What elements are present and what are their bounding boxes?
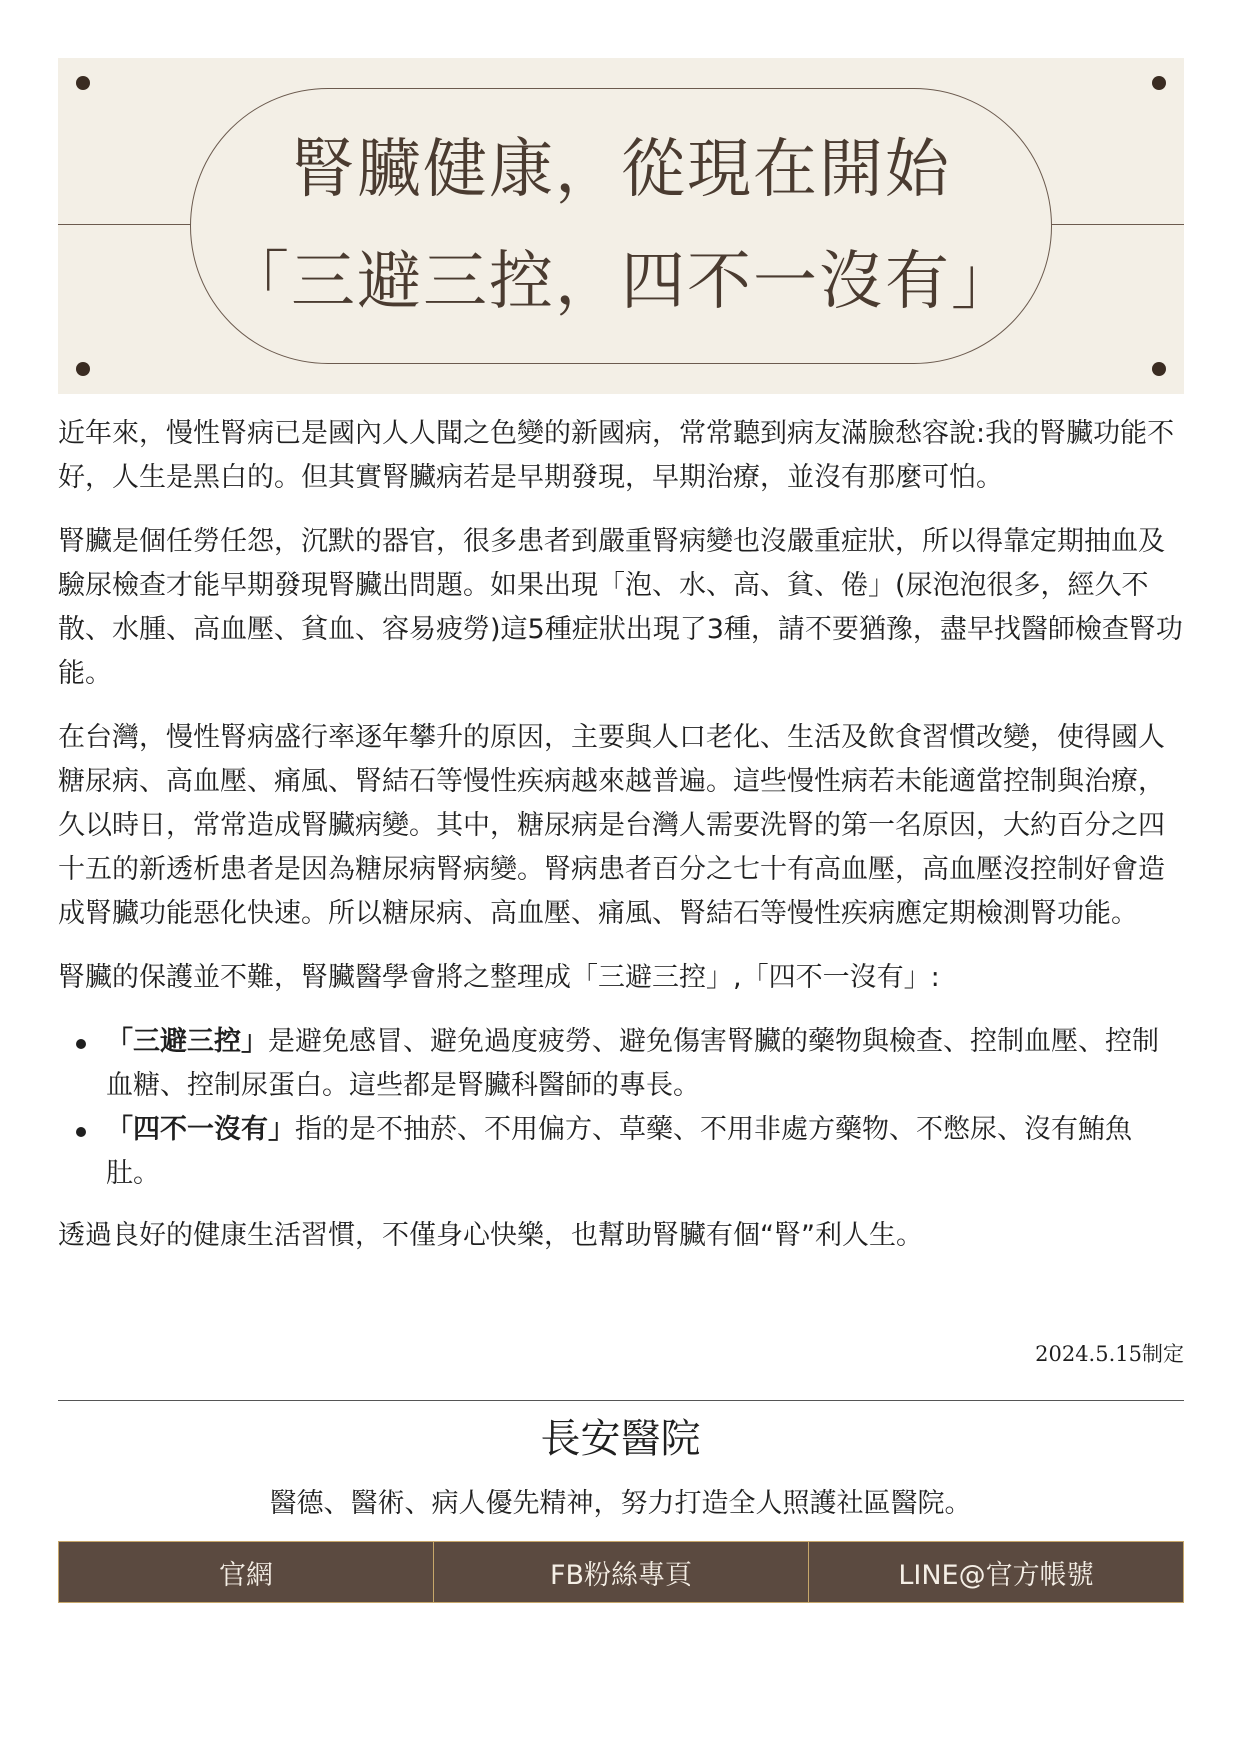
paragraph-causes: 在台灣，慢性腎病盛行率逐年攀升的原因，主要與人口老化、生活及飲食習慣改變，使得國人糖尿病、高血壓、痛風、腎結石等慢性疾病越來越普遍。這些慢性病若未能適當控制與治療，久以時日，常常造成腎臟病變。其中，糖尿病是台灣人需要洗腎的第一名原因，大約百分之四十五的新透析患者是因為糖尿病腎病變。腎病患者百分之七十有高血壓，高血壓沒控制好會造成腎臟功能惡化快速。所以糖尿病、高血壓、痛風、腎結石等慢性疾病應定期檢測腎功能。 [58,722,1165,929]
corner-dot-top-left [76,76,90,90]
bullet-term: 「四不一沒有」 [106,1114,295,1145]
footer-link-bar [58,1541,1184,1603]
title-pill [190,88,1052,364]
line-official-account-link[interactable]: LINE@官方帳號 [898,1559,1094,1591]
hospital-slogan: 醫德、醫術、病人優先精神，努力打造全人照護社區醫院。 [269,1488,972,1519]
paragraph-intro: 近年來，慢性腎病已是國內人人聞之色變的新國病，常常聽到病友滿臉愁容說:我的腎臟功能不好，人生是黑白的。但其實腎臟病若是早期發現，早期治療，並沒有那麼可怕。 [58,418,1175,493]
bullet-icon [76,1127,86,1137]
title-banner [58,58,1184,394]
paragraph-symptoms: 腎臟是個任勞任怨，沉默的器官，很多患者到嚴重腎病變也沒嚴重症狀，所以得靠定期抽血及驗尿檢查才能早期發現腎臟出問題。如果出現「泡、水、高、貧、倦」(尿泡泡很多，經久不散、水腫、高血壓、貧血、容易疲勞)這5種症狀出現了3種，請不要猶豫，盡早找醫師檢查腎功能。 [58,526,1183,689]
issue-date: 2024.5.15制定 [1035,1342,1184,1366]
corner-dot-bottom-right [1152,362,1166,376]
bullet-icon [76,1039,86,1049]
corner-dot-bottom-left [76,362,90,376]
paragraph-closing: 透過良好的健康生活習慣，不僅身心快樂，也幫助腎臟有個“腎”利人生。 [58,1220,923,1251]
hospital-name: 長安醫院 [540,1416,701,1462]
article-body [58,412,1184,1278]
list-item [58,1020,1184,1108]
list-item [58,1108,1184,1196]
bullet-term: 「三避三控」 [106,1026,268,1057]
bullet-list [58,1020,1184,1196]
bullet-text: 指的是不抽菸、不用偏方、草藥、不用非處方藥物、不憋尿、沒有鮪魚肚。 [106,1114,1132,1189]
corner-dot-top-right [1152,76,1166,90]
official-website-link[interactable]: 官網 [59,1542,434,1602]
bullet-text: 是避免感冒、避免過度疲勞、避免傷害腎臟的藥物與檢查、控制血壓、控制血糖、控制尿蛋白。這些都是腎臟科醫師的專長。 [106,1026,1159,1101]
paragraph-protection: 腎臟的保護並不難，腎臟醫學會將之整理成「三避三控」,「四不一沒有」: [58,962,940,993]
page-title-line1: 腎臟健康，從現在開始 [291,133,951,207]
footer-divider [58,1400,1184,1401]
facebook-fan-page-link[interactable]: FB粉絲專頁 [434,1542,809,1602]
page-title-line2: 「三避三控，四不一沒有」 [225,245,1017,319]
